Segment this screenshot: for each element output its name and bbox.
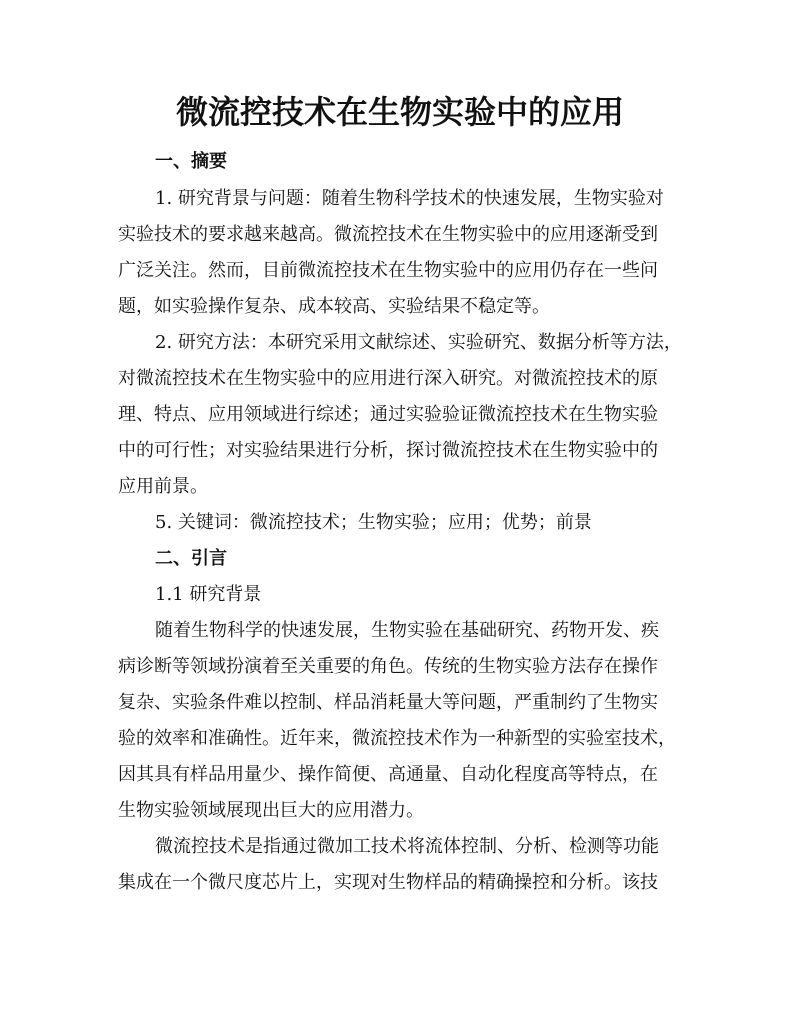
paragraph-line: 理、特点、应用领域进行综述；通过实验验证微流控技术在生物实验 bbox=[118, 404, 658, 425]
document-title: 微流控技术在生物实验中的应用 bbox=[175, 93, 624, 131]
paragraph-line: 题，如实验操作复杂、成本较高、实验结果不稳定等。 bbox=[118, 296, 550, 317]
subsection-heading: 1.1 研究背景 bbox=[155, 584, 262, 605]
section-heading-intro: 二、引言 bbox=[155, 548, 227, 569]
paragraph-line: 应用前景。 bbox=[118, 476, 208, 497]
paragraph-line: 集成在一个微尺度芯片上，实现对生物样品的精确操控和分析。该技 bbox=[118, 872, 658, 893]
paragraph-line: 2. 研究方法：本研究采用文献综述、实验研究、数据分析等方法， bbox=[155, 332, 682, 353]
paragraph-line: 1. 研究背景与问题：随着生物科学技术的快速发展，生物实验对 bbox=[155, 188, 664, 209]
paragraph-line: 复杂、实验条件难以控制、样品消耗量大等问题，严重制约了生物实 bbox=[118, 692, 658, 713]
paragraph-line: 病诊断等领域扮演着至关重要的角色。传统的生物实验方法存在操作 bbox=[118, 656, 658, 677]
paragraph-line: 因其具有样品用量少、操作简便、高通量、自动化程度高等特点，在 bbox=[118, 764, 658, 785]
section-heading-abstract: 一、摘要 bbox=[155, 151, 227, 172]
paragraph-line: 实验技术的要求越来越高。微流控技术在生物实验中的应用逐渐受到 bbox=[118, 224, 658, 245]
paragraph-line: 对微流控技术在生物实验中的应用进行深入研究。对微流控技术的原 bbox=[118, 368, 658, 389]
paragraph-line: 生物实验领域展现出巨大的应用潜力。 bbox=[118, 800, 424, 821]
paragraph-line: 随着生物科学的快速发展，生物实验在基础研究、药物开发、疾 bbox=[155, 620, 659, 641]
paragraph-line: 验的效率和准确性。近年来，微流控技术作为一种新型的实验室技术， bbox=[118, 728, 676, 749]
paragraph-line: 微流控技术是指通过微加工技术将流体控制、分析、检测等功能 bbox=[155, 836, 659, 857]
paragraph-line: 广泛关注。然而，目前微流控技术在生物实验中的应用仍存在一些问 bbox=[118, 260, 658, 281]
paragraph-line: 中的可行性；对实验结果进行分析，探讨微流控技术在生物实验中的 bbox=[118, 440, 658, 461]
keywords-line: 5. 关键词：微流控技术；生物实验；应用；优势；前景 bbox=[155, 512, 592, 533]
